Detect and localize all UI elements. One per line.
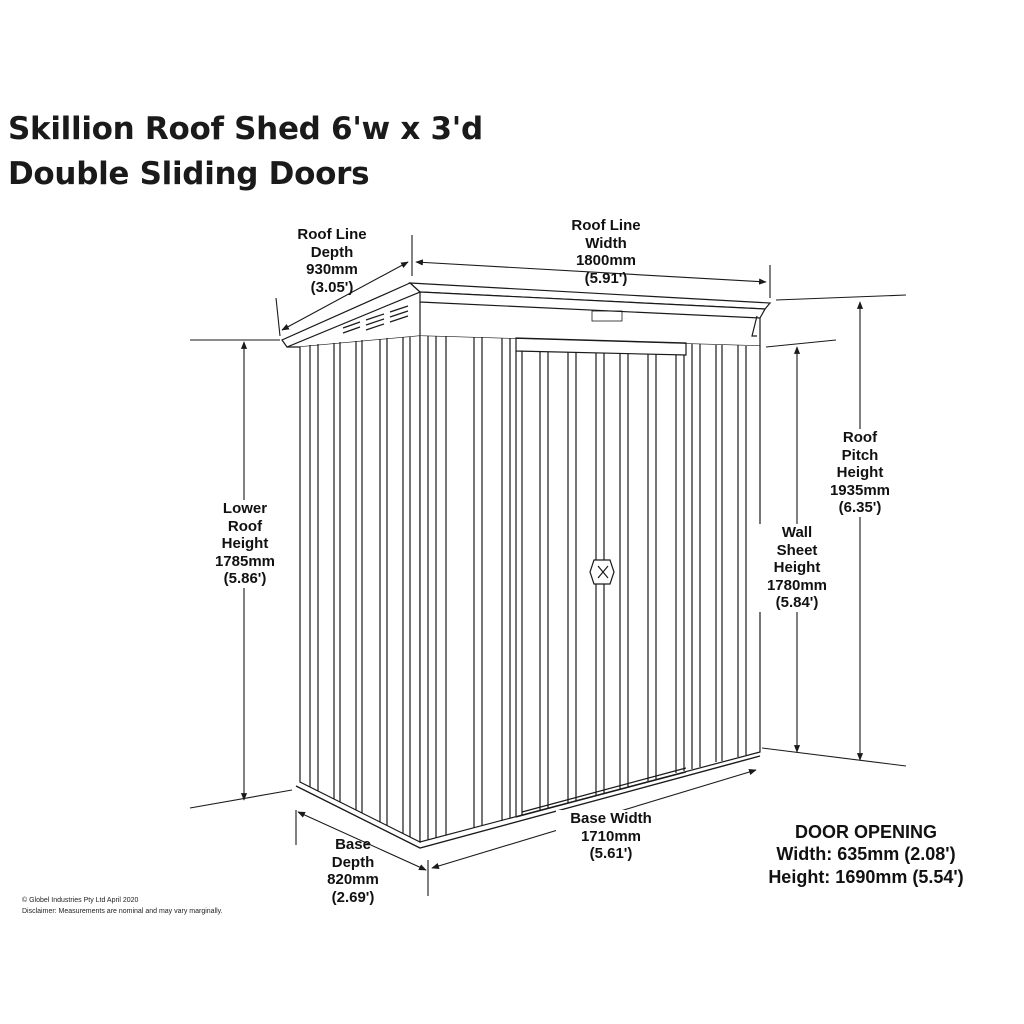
copyright-text: © Globel Industries Pty Ltd April 2020 bbox=[22, 897, 139, 904]
ext-wall-top bbox=[766, 340, 836, 347]
door-opening-info bbox=[748, 821, 984, 889]
page-title: Skillion Roof Shed 6'w x 3'd bbox=[8, 111, 483, 147]
roof-pitch-height-label: Roof Pitch Height 1935mm (6.35') bbox=[815, 429, 905, 517]
page-subtitle: Double Sliding Doors bbox=[8, 156, 370, 192]
ext-lower-roof-bottom bbox=[190, 790, 292, 808]
door-handle-icon bbox=[590, 560, 614, 584]
footer bbox=[22, 895, 223, 917]
ext-pitch-bottom bbox=[762, 748, 906, 766]
ext-pitch-top bbox=[776, 295, 906, 300]
front-wall bbox=[420, 336, 760, 842]
side-wall bbox=[300, 336, 420, 842]
door-opening-height: Height: 1690mm (5.54') bbox=[768, 867, 964, 887]
door-opening-heading: DOOR OPENING bbox=[794, 822, 937, 842]
roof-line-depth-label: Roof Line Depth 930mm (3.05') bbox=[297, 226, 367, 296]
ext-depth-left bbox=[276, 298, 280, 336]
lower-roof-height-label: Lower Roof Height 1785mm (5.86') bbox=[200, 500, 290, 588]
base-depth-label: Base Depth 820mm (2.69') bbox=[327, 836, 379, 906]
roof-line-width-label: Roof Line Width 1800mm (5.91') bbox=[571, 217, 641, 287]
base-width-label: Base Width 1710mm (5.61') bbox=[556, 810, 666, 863]
door-opening-width: Width: 635mm (2.08') bbox=[776, 844, 956, 864]
disclaimer-text: Disclaimer: Measurements are nominal and may vary marginally. bbox=[22, 908, 223, 915]
wall-sheet-height-label: Wall Sheet Height 1780mm (5.84') bbox=[752, 524, 842, 612]
